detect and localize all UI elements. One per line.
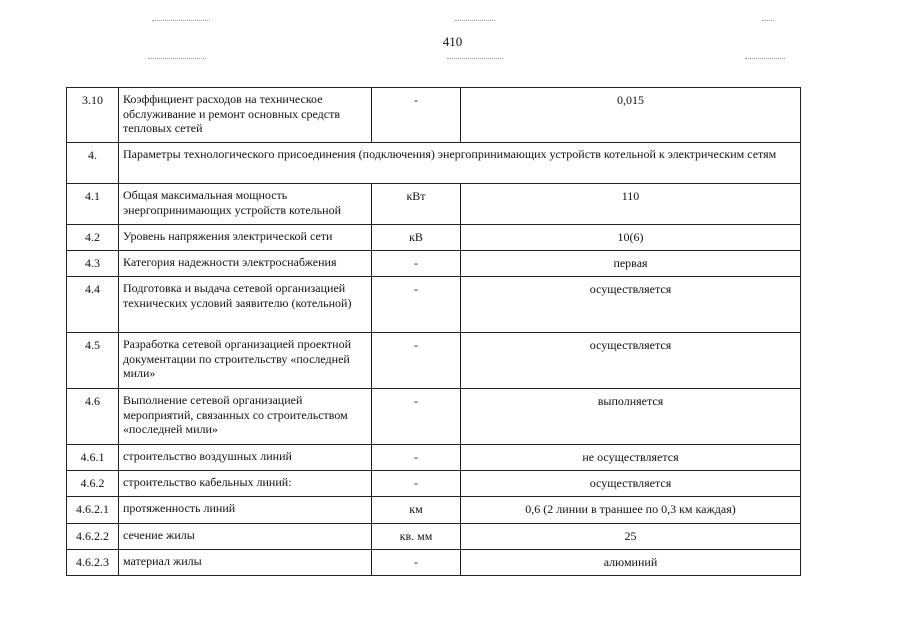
table-row <box>67 277 801 333</box>
row-parameter: Категория надежности электроснабжения <box>119 251 372 277</box>
row-unit: кВт <box>372 184 461 225</box>
row-unit: - <box>372 550 461 576</box>
table-row <box>67 497 801 524</box>
row-value: 110 <box>461 184 801 225</box>
row-number: 4.6.2 <box>67 471 119 497</box>
row-number: 3.10 <box>67 88 119 143</box>
table-row <box>67 389 801 445</box>
table-row <box>67 333 801 389</box>
row-unit: - <box>372 333 461 389</box>
row-number: 4.3 <box>67 251 119 277</box>
row-parameter: Общая максимальная мощность энергопринимающих устройств котельной <box>119 184 372 225</box>
row-value: осуществляется <box>461 471 801 497</box>
table-row <box>67 524 801 550</box>
page-number: 410 <box>442 34 463 49</box>
row-unit: - <box>372 445 461 471</box>
table-row <box>67 225 801 251</box>
table-row <box>67 184 801 225</box>
row-unit: км <box>372 497 461 524</box>
row-parameter: Разработка сетевой организацией проектной документации по строительству «последней мили» <box>119 333 372 389</box>
row-value: 10(6) <box>461 225 801 251</box>
row-number: 4.2 <box>67 225 119 251</box>
row-number: 4.5 <box>67 333 119 389</box>
row-value: 0,6 (2 линии в траншее по 0,3 км каждая) <box>461 497 801 524</box>
section-row <box>67 143 801 184</box>
row-parameter: Подготовка и выдача сетевой организацией технических условий заявителю (котельной) <box>119 277 372 333</box>
row-number: 4.6.2.1 <box>67 497 119 524</box>
row-value: осуществляется <box>461 277 801 333</box>
table-row <box>67 445 801 471</box>
section-number: 4. <box>67 143 119 184</box>
row-parameter: сечение жилы <box>119 524 372 550</box>
row-parameter: Уровень напряжения электрической сети <box>119 225 372 251</box>
row-unit: - <box>372 389 461 445</box>
table-row <box>67 550 801 576</box>
row-unit: кВ <box>372 225 461 251</box>
section-title: Параметры технологического присоединения (подключения) энергопринимающих устройств котельной к электрическим сетям <box>119 143 801 184</box>
row-number: 4.4 <box>67 277 119 333</box>
scan-artifact <box>455 20 495 22</box>
table-row <box>67 471 801 497</box>
row-unit: - <box>372 277 461 333</box>
row-value: 0,015 <box>461 88 801 143</box>
row-unit: кв. мм <box>372 524 461 550</box>
scan-artifact <box>447 58 503 60</box>
row-parameter: строительство воздушных линий <box>119 445 372 471</box>
scan-artifact <box>745 58 785 60</box>
row-parameter: Коэффициент расходов на техническое обслуживание и ремонт основных средств тепловых сетей <box>119 88 372 143</box>
row-number: 4.6.2.2 <box>67 524 119 550</box>
row-number: 4.6.2.3 <box>67 550 119 576</box>
parameters-table <box>66 87 801 576</box>
row-number: 4.6 <box>67 389 119 445</box>
table-row <box>67 251 801 277</box>
row-number: 4.1 <box>67 184 119 225</box>
scan-artifact <box>148 58 206 60</box>
row-parameter: протяженность линий <box>119 497 372 524</box>
row-unit: - <box>372 471 461 497</box>
row-parameter: строительство кабельных линий: <box>119 471 372 497</box>
row-value: 25 <box>461 524 801 550</box>
row-value: осуществляется <box>461 333 801 389</box>
row-unit: - <box>372 251 461 277</box>
row-value: не осуществляется <box>461 445 801 471</box>
row-parameter: Выполнение сетевой организацией мероприятий, связанных со строительством «последней мили» <box>119 389 372 445</box>
row-number: 4.6.1 <box>67 445 119 471</box>
row-value: выполняется <box>461 389 801 445</box>
table-row <box>67 88 801 143</box>
scan-artifact <box>762 20 774 22</box>
row-parameter: материал жилы <box>119 550 372 576</box>
row-value: алюминий <box>461 550 801 576</box>
scan-artifact <box>152 20 210 22</box>
row-value: первая <box>461 251 801 277</box>
row-unit: - <box>372 88 461 143</box>
